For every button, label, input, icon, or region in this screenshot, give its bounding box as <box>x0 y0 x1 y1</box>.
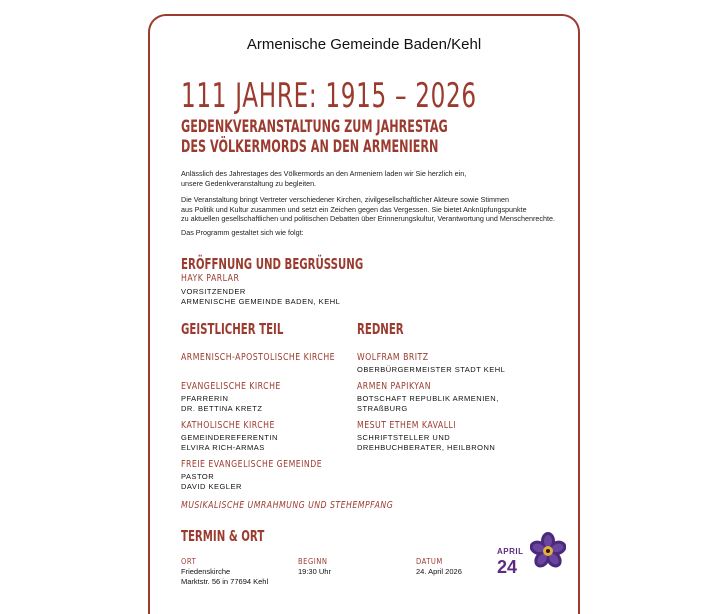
church-name: KATHOLISCHE KIRCHE <box>181 420 275 431</box>
speaker-role <box>357 433 495 452</box>
description-line: aus Politik und Kultur zusammen und setzt ein Zeichen gegen das Vergessen. Sie bietet Anknüpfungspunkte <box>181 204 527 214</box>
speaker-name: ARMEN PAPIKYAN <box>357 381 432 392</box>
datum-value: 24. April 2026 <box>416 567 462 576</box>
opening-role-line: ARMENISCHE GEMEINDE BADEN, KEHL <box>181 296 341 306</box>
speaker-role-line: BOTSCHAFT REPUBLIK ARMENIEN, <box>357 394 499 403</box>
intro-line: Anlässlich des Jahrestages des Völkermords an den Armeniern laden wir Sie herzlich ein, <box>181 169 467 178</box>
description-line: Die Veranstaltung bringt Vertreter verschiedener Kirchen, zivilgesellschaftlicher Akteure sowie Stimmen <box>181 195 509 204</box>
church-representative <box>181 472 242 491</box>
ort-label: ORT <box>181 557 197 566</box>
representative-role: PASTOR <box>181 472 215 481</box>
poster-subtitle-line1: GEDENKVERANSTALTUNG ZUM JAHRESTAG <box>181 117 448 137</box>
termin-heading: TERMIN & ORT <box>181 527 265 545</box>
speakers-heading: REDNER <box>357 320 404 338</box>
intro-paragraph <box>181 169 466 188</box>
representative-name: DAVID KEGLER <box>181 481 242 491</box>
speaker-role <box>357 394 499 413</box>
organization-name: Armenische Gemeinde Baden/Kehl <box>246 36 482 53</box>
representative-name: ELVIRA RICH-ARMAS <box>181 442 265 452</box>
datum-label: DATUM <box>416 557 443 566</box>
music-note: MUSIKALISCHE UMRAHMUNG UND STEHEMPFANG <box>181 500 394 511</box>
spiritual-heading: GEISTLICHER TEIL <box>181 320 284 338</box>
opening-role-line: VORSITZENDER <box>181 287 246 296</box>
april-24-logo <box>493 535 568 575</box>
description-line: zu aktuellen gesellschaftlichen und politischen Debatten über Erinnerungskultur, Verantwortung und Menschenrechte. <box>181 214 555 223</box>
beginn-label: BEGINN <box>298 557 328 566</box>
church-representative <box>181 433 278 452</box>
speaker-role: OBERBÜRGERMEISTER STADT KEHL <box>357 365 506 374</box>
speaker-role-line: DREHBUCHBERATER, HEILBRONN <box>357 442 496 452</box>
speaker-name: MESUT ETHEM KAVALLI <box>357 420 457 431</box>
poster-subtitle-line2: DES VÖLKERMORDS AN DEN ARMENIERN <box>181 137 439 157</box>
ort-line: Marktstr. 56 in 77694 Kehl <box>181 576 269 586</box>
church-representative <box>181 394 262 413</box>
speaker-name: WOLFRAM BRITZ <box>357 352 429 363</box>
church-name: ARMENISCH-APOSTOLISCHE KIRCHE <box>181 352 336 363</box>
church-name: FREIE EVANGELISCHE GEMEINDE <box>181 459 323 470</box>
description-paragraph <box>181 195 555 224</box>
logo-month: APRIL <box>497 547 524 556</box>
beginn-value: 19:30 Uhr <box>298 567 331 576</box>
program-intro: Das Programm gestaltet sich wie folgt: <box>181 228 304 237</box>
representative-role: PFARRERIN <box>181 394 229 403</box>
speaker-role-line: STRAßBURG <box>357 403 408 413</box>
ort-line: Friedenskirche <box>181 567 231 576</box>
poster-title: 111 JAHRE: 1915 – 2026 <box>181 76 477 116</box>
opening-heading: ERÖFFNUNG UND BEGRÜSSUNG <box>181 255 364 273</box>
ort-value <box>181 567 268 586</box>
representative-role: GEMEINDEREFERENTIN <box>181 433 278 442</box>
opening-speaker-name: HAYK PARLAR <box>181 273 240 284</box>
representative-name: DR. BETTINA KRETZ <box>181 403 263 413</box>
opening-role <box>181 287 340 306</box>
church-name: EVANGELISCHE KIRCHE <box>181 381 281 392</box>
speaker-role-line: SCHRIFTSTELLER UND <box>357 433 451 442</box>
forget-me-not-flower-icon <box>530 532 566 570</box>
logo-day: 24 <box>497 557 518 577</box>
intro-line: unsere Gedenkveranstaltung zu begleiten. <box>181 178 317 188</box>
